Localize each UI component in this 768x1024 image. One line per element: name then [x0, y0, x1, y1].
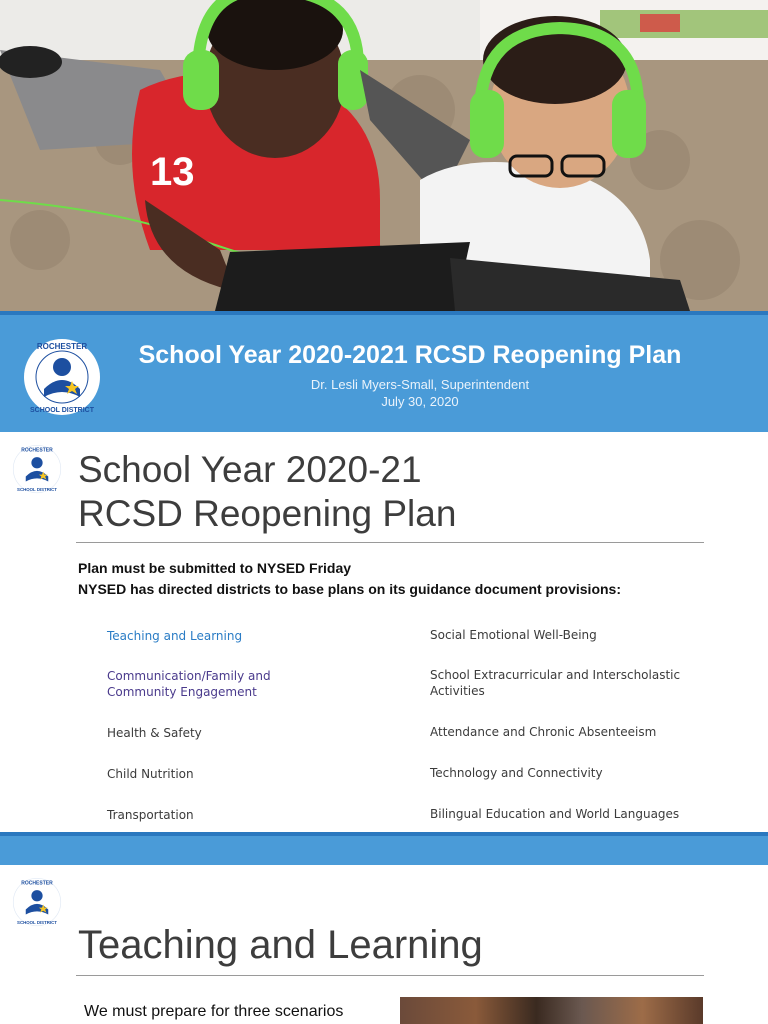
provision-health-safety: Health & Safety	[107, 726, 202, 740]
provision-transportation: Transportation	[107, 808, 194, 822]
svg-text:ROCHESTER: ROCHESTER	[21, 880, 53, 887]
slide-footer-bar	[0, 832, 768, 865]
intro-line-1: Plan must be submitted to NYSED Friday	[78, 560, 352, 576]
presenter-name: Dr. Lesli Myers-Small, Superintendent	[310, 377, 530, 392]
rcsd-logo-small	[12, 877, 62, 927]
scenarios-text: We must prepare for three scenarios	[84, 1003, 344, 1020]
provision-bilingual: Bilingual Education and World Languages	[430, 807, 680, 821]
provision-social-emotional: Social Emotional Well-Being	[430, 628, 597, 642]
rcsd-logo-small	[12, 444, 62, 494]
slide3-heading: Teaching and Learning	[78, 923, 483, 967]
slide-teaching-learning	[0, 865, 768, 1024]
svg-text:ROCHESTER: ROCHESTER	[21, 447, 53, 454]
svg-text:ROCHESTER: ROCHESTER	[36, 342, 88, 351]
rcsd-logo	[22, 337, 102, 417]
title-band	[0, 311, 768, 436]
intro-line-2: NYSED has directed districts to base plans on its guidance document provisions:	[78, 581, 621, 597]
slide-reopening-plan	[0, 432, 768, 832]
heading-divider	[76, 542, 704, 543]
hero-photo	[0, 0, 768, 311]
svg-text:SCHOOL DISTRICT: SCHOOL DISTRICT	[29, 407, 95, 414]
presentation-date: July 30, 2020	[381, 394, 459, 409]
provision-extracurricular: School Extracurricular and Interscholastic Activities	[430, 668, 681, 698]
slide-heading-line2: RCSD Reopening Plan	[78, 493, 457, 534]
provision-teaching-learning-link[interactable]: Teaching and Learning	[107, 629, 243, 643]
heading-divider	[76, 975, 704, 976]
students-illustration	[0, 0, 768, 311]
svg-text:13: 13	[150, 150, 195, 194]
svg-text:SCHOOL DISTRICT: SCHOOL DISTRICT	[17, 919, 57, 925]
provision-attendance: Attendance and Chronic Absenteeism	[430, 725, 657, 739]
slide-heading-line1: School Year 2020-21	[78, 449, 422, 490]
provision-technology: Technology and Connectivity	[430, 766, 603, 780]
provision-child-nutrition: Child Nutrition	[107, 767, 194, 781]
presentation-title: School Year 2020-2021 RCSD Reopening Plan	[138, 341, 682, 369]
slide3-photo	[400, 997, 703, 1024]
svg-text:SCHOOL DISTRICT: SCHOOL DISTRICT	[17, 486, 57, 492]
provision-communication-link[interactable]: Communication/Family and Community Engagement	[107, 669, 271, 699]
